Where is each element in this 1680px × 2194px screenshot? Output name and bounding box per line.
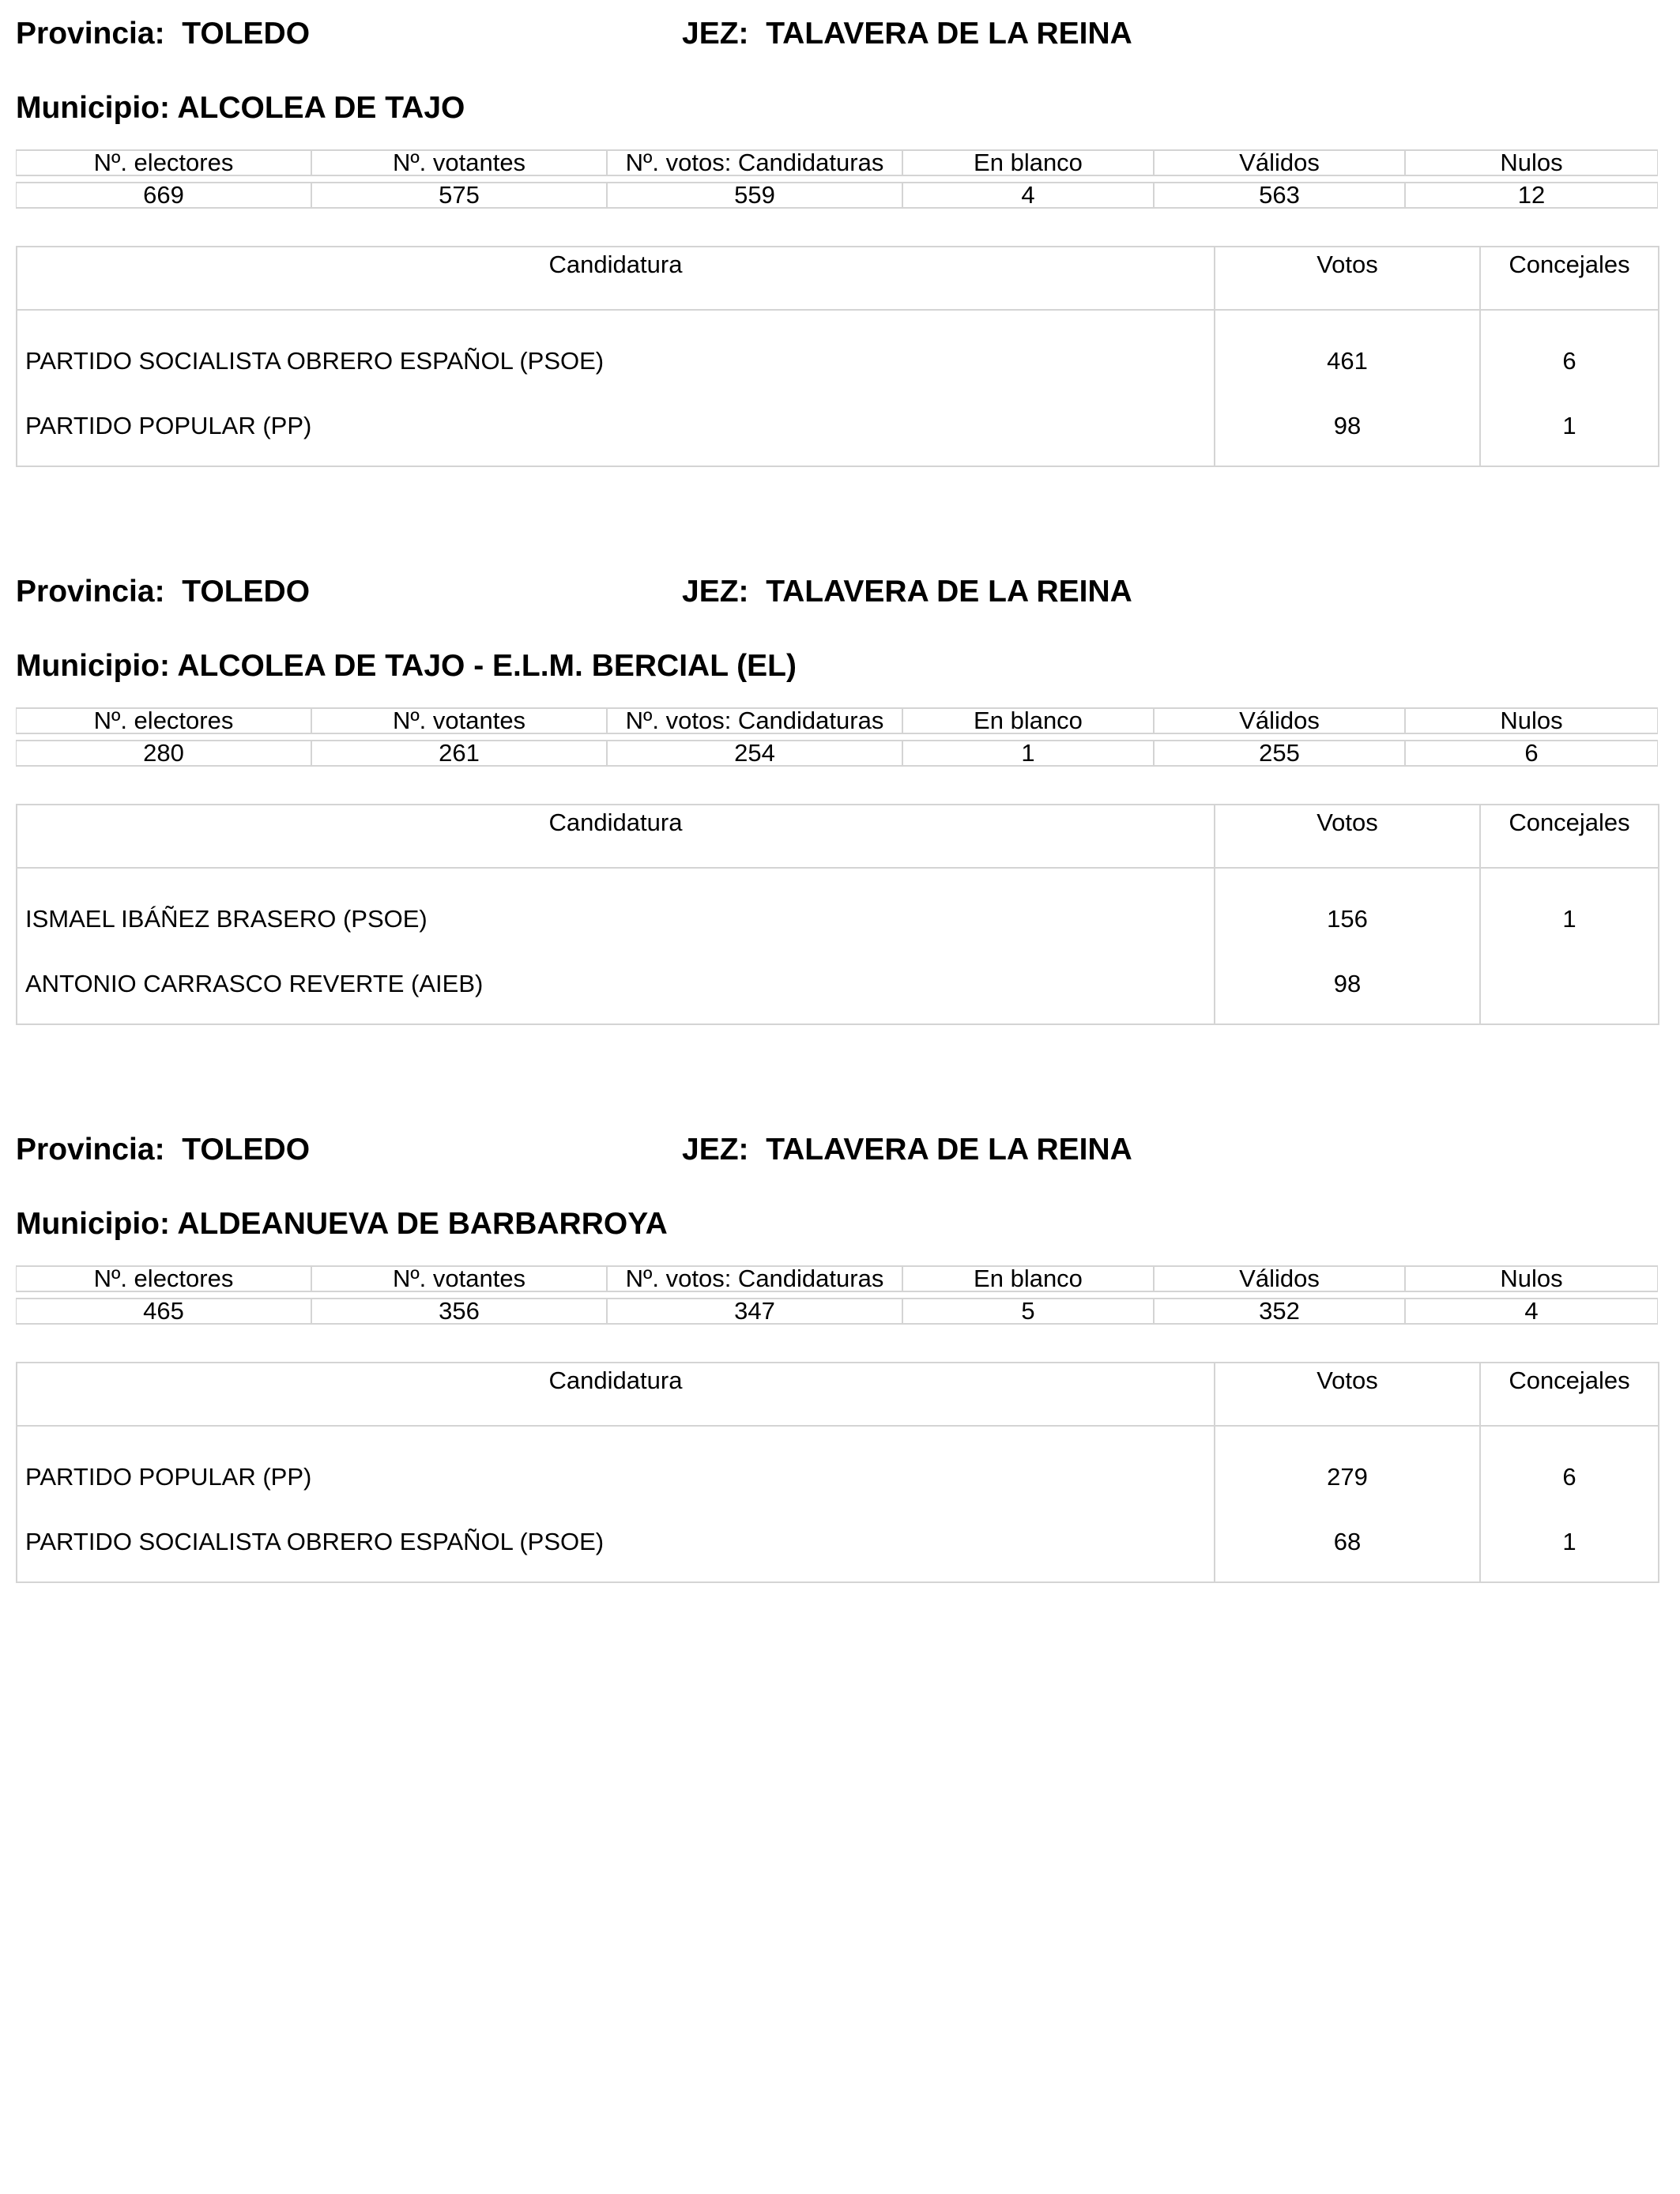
candidate-votos: 156 <box>1215 868 1480 959</box>
summary-header-cell: Válidos <box>1154 707 1405 734</box>
jez-value: TALAVERA DE LA REINA <box>766 575 1132 609</box>
summary-table <box>16 702 1658 772</box>
candidate-name: PARTIDO POPULAR (PP) <box>17 1426 1215 1517</box>
summary-header-row <box>16 707 1658 734</box>
jez-value: TALAVERA DE LA REINA <box>766 1133 1132 1167</box>
provincia-value: TOLEDO <box>182 575 311 609</box>
summary-value-cell: 1 <box>902 740 1154 767</box>
summary-value-cell: 280 <box>16 740 311 767</box>
summary-header-cell: Nº. votos: Candidaturas <box>607 707 902 734</box>
candidate-name: ISMAEL IBÁÑEZ BRASERO (PSOE) <box>17 868 1215 959</box>
candidate-name: ANTONIO CARRASCO REVERTE (AIEB) <box>17 959 1215 1024</box>
candidate-votos: 98 <box>1215 401 1480 466</box>
candidate-row <box>17 868 1659 959</box>
candidates-header-row <box>17 1363 1659 1426</box>
summary-value-cell: 4 <box>1405 1298 1658 1325</box>
municipio-label: Municipio: <box>16 1207 170 1241</box>
summary-value-cell: 255 <box>1154 740 1405 767</box>
summary-value-cell: 669 <box>16 182 311 209</box>
summary-value-cell: 347 <box>607 1298 902 1325</box>
summary-header-row <box>16 1265 1658 1292</box>
provincia-heading <box>16 574 310 610</box>
summary-value-cell: 5 <box>902 1298 1154 1325</box>
candidates-header-row <box>17 805 1659 868</box>
candidates-header-row <box>17 247 1659 310</box>
summary-header-cell: Nº. votantes <box>311 707 607 734</box>
result-block <box>16 558 1658 1032</box>
jez-heading <box>682 1132 1132 1168</box>
candidate-concejales: 1 <box>1480 868 1659 959</box>
summary-header-cell: En blanco <box>902 149 1154 176</box>
concejales-header: Concejales <box>1480 247 1659 310</box>
candidate-votos: 68 <box>1215 1517 1480 1582</box>
summary-header-cell: Nulos <box>1405 149 1658 176</box>
result-block <box>16 1116 1658 1590</box>
summary-value-cell: 4 <box>902 182 1154 209</box>
jez-label: JEZ: <box>682 17 749 51</box>
candidates-table <box>16 1362 1659 1583</box>
candidate-row <box>17 310 1659 401</box>
municipio-value: ALCOLEA DE TAJO <box>177 91 465 125</box>
candidatura-header: Candidatura <box>17 805 1215 868</box>
summary-header-cell: En blanco <box>902 707 1154 734</box>
candidate-row <box>17 959 1659 1024</box>
candidate-votos: 461 <box>1215 310 1480 401</box>
summary-header-cell: Nº. votos: Candidaturas <box>607 149 902 176</box>
summary-header-cell: Nº. votantes <box>311 149 607 176</box>
summary-value-row <box>16 182 1658 209</box>
candidatura-header: Candidatura <box>17 1363 1215 1426</box>
candidate-concejales <box>1480 959 1659 1024</box>
summary-value-cell: 254 <box>607 740 902 767</box>
provincia-heading <box>16 16 310 52</box>
summary-header-cell: Nº. electores <box>16 149 311 176</box>
candidate-row <box>17 401 1659 466</box>
provincia-label: Provincia: <box>16 1133 165 1167</box>
jez-heading <box>682 574 1132 610</box>
summary-header-cell: Nulos <box>1405 1265 1658 1292</box>
candidates-table <box>16 246 1659 467</box>
municipio-heading <box>16 1206 668 1242</box>
concejales-header: Concejales <box>1480 805 1659 868</box>
votos-header: Votos <box>1215 1363 1480 1426</box>
summary-value-row <box>16 740 1658 767</box>
summary-header-cell: Nº. electores <box>16 1265 311 1292</box>
candidate-concejales: 6 <box>1480 310 1659 401</box>
votos-header: Votos <box>1215 805 1480 868</box>
summary-value-cell: 12 <box>1405 182 1658 209</box>
provincia-label: Provincia: <box>16 17 165 51</box>
candidate-votos: 279 <box>1215 1426 1480 1517</box>
candidate-name: PARTIDO SOCIALISTA OBRERO ESPAÑOL (PSOE) <box>17 1517 1215 1582</box>
summary-value-cell: 6 <box>1405 740 1658 767</box>
summary-value-cell: 352 <box>1154 1298 1405 1325</box>
provincia-heading <box>16 1132 310 1168</box>
candidate-concejales: 1 <box>1480 401 1659 466</box>
summary-value-cell: 563 <box>1154 182 1405 209</box>
summary-header-cell: Nº. votos: Candidaturas <box>607 1265 902 1292</box>
jez-value: TALAVERA DE LA REINA <box>766 17 1132 51</box>
provincia-label: Provincia: <box>16 575 165 609</box>
votos-header: Votos <box>1215 247 1480 310</box>
summary-header-cell: Válidos <box>1154 1265 1405 1292</box>
result-block <box>16 0 1658 474</box>
municipio-heading <box>16 648 797 684</box>
jez-heading <box>682 16 1132 52</box>
summary-value-row <box>16 1298 1658 1325</box>
summary-header-cell: Nº. votantes <box>311 1265 607 1292</box>
summary-table <box>16 144 1658 214</box>
candidate-votos: 98 <box>1215 959 1480 1024</box>
summary-header-cell: En blanco <box>902 1265 1154 1292</box>
municipio-heading <box>16 90 465 126</box>
municipio-label: Municipio: <box>16 649 170 683</box>
summary-table <box>16 1260 1658 1330</box>
candidates-table <box>16 804 1659 1025</box>
candidatura-header: Candidatura <box>17 247 1215 310</box>
summary-header-row <box>16 149 1658 176</box>
candidate-name: PARTIDO POPULAR (PP) <box>17 401 1215 466</box>
candidate-concejales: 1 <box>1480 1517 1659 1582</box>
summary-header-cell: Nº. electores <box>16 707 311 734</box>
candidate-row <box>17 1426 1659 1517</box>
summary-value-cell: 559 <box>607 182 902 209</box>
summary-value-cell: 465 <box>16 1298 311 1325</box>
summary-header-cell: Nulos <box>1405 707 1658 734</box>
provincia-value: TOLEDO <box>182 17 311 51</box>
municipio-value: ALDEANUEVA DE BARBARROYA <box>177 1207 668 1241</box>
summary-value-cell: 356 <box>311 1298 607 1325</box>
jez-label: JEZ: <box>682 575 749 609</box>
candidate-concejales: 6 <box>1480 1426 1659 1517</box>
jez-label: JEZ: <box>682 1133 749 1167</box>
provincia-value: TOLEDO <box>182 1133 311 1167</box>
concejales-header: Concejales <box>1480 1363 1659 1426</box>
municipio-label: Municipio: <box>16 91 170 125</box>
candidate-row <box>17 1517 1659 1582</box>
municipio-value: ALCOLEA DE TAJO - E.L.M. BERCIAL (EL) <box>177 649 797 683</box>
summary-value-cell: 575 <box>311 182 607 209</box>
summary-value-cell: 261 <box>311 740 607 767</box>
summary-header-cell: Válidos <box>1154 149 1405 176</box>
candidate-name: PARTIDO SOCIALISTA OBRERO ESPAÑOL (PSOE) <box>17 310 1215 401</box>
